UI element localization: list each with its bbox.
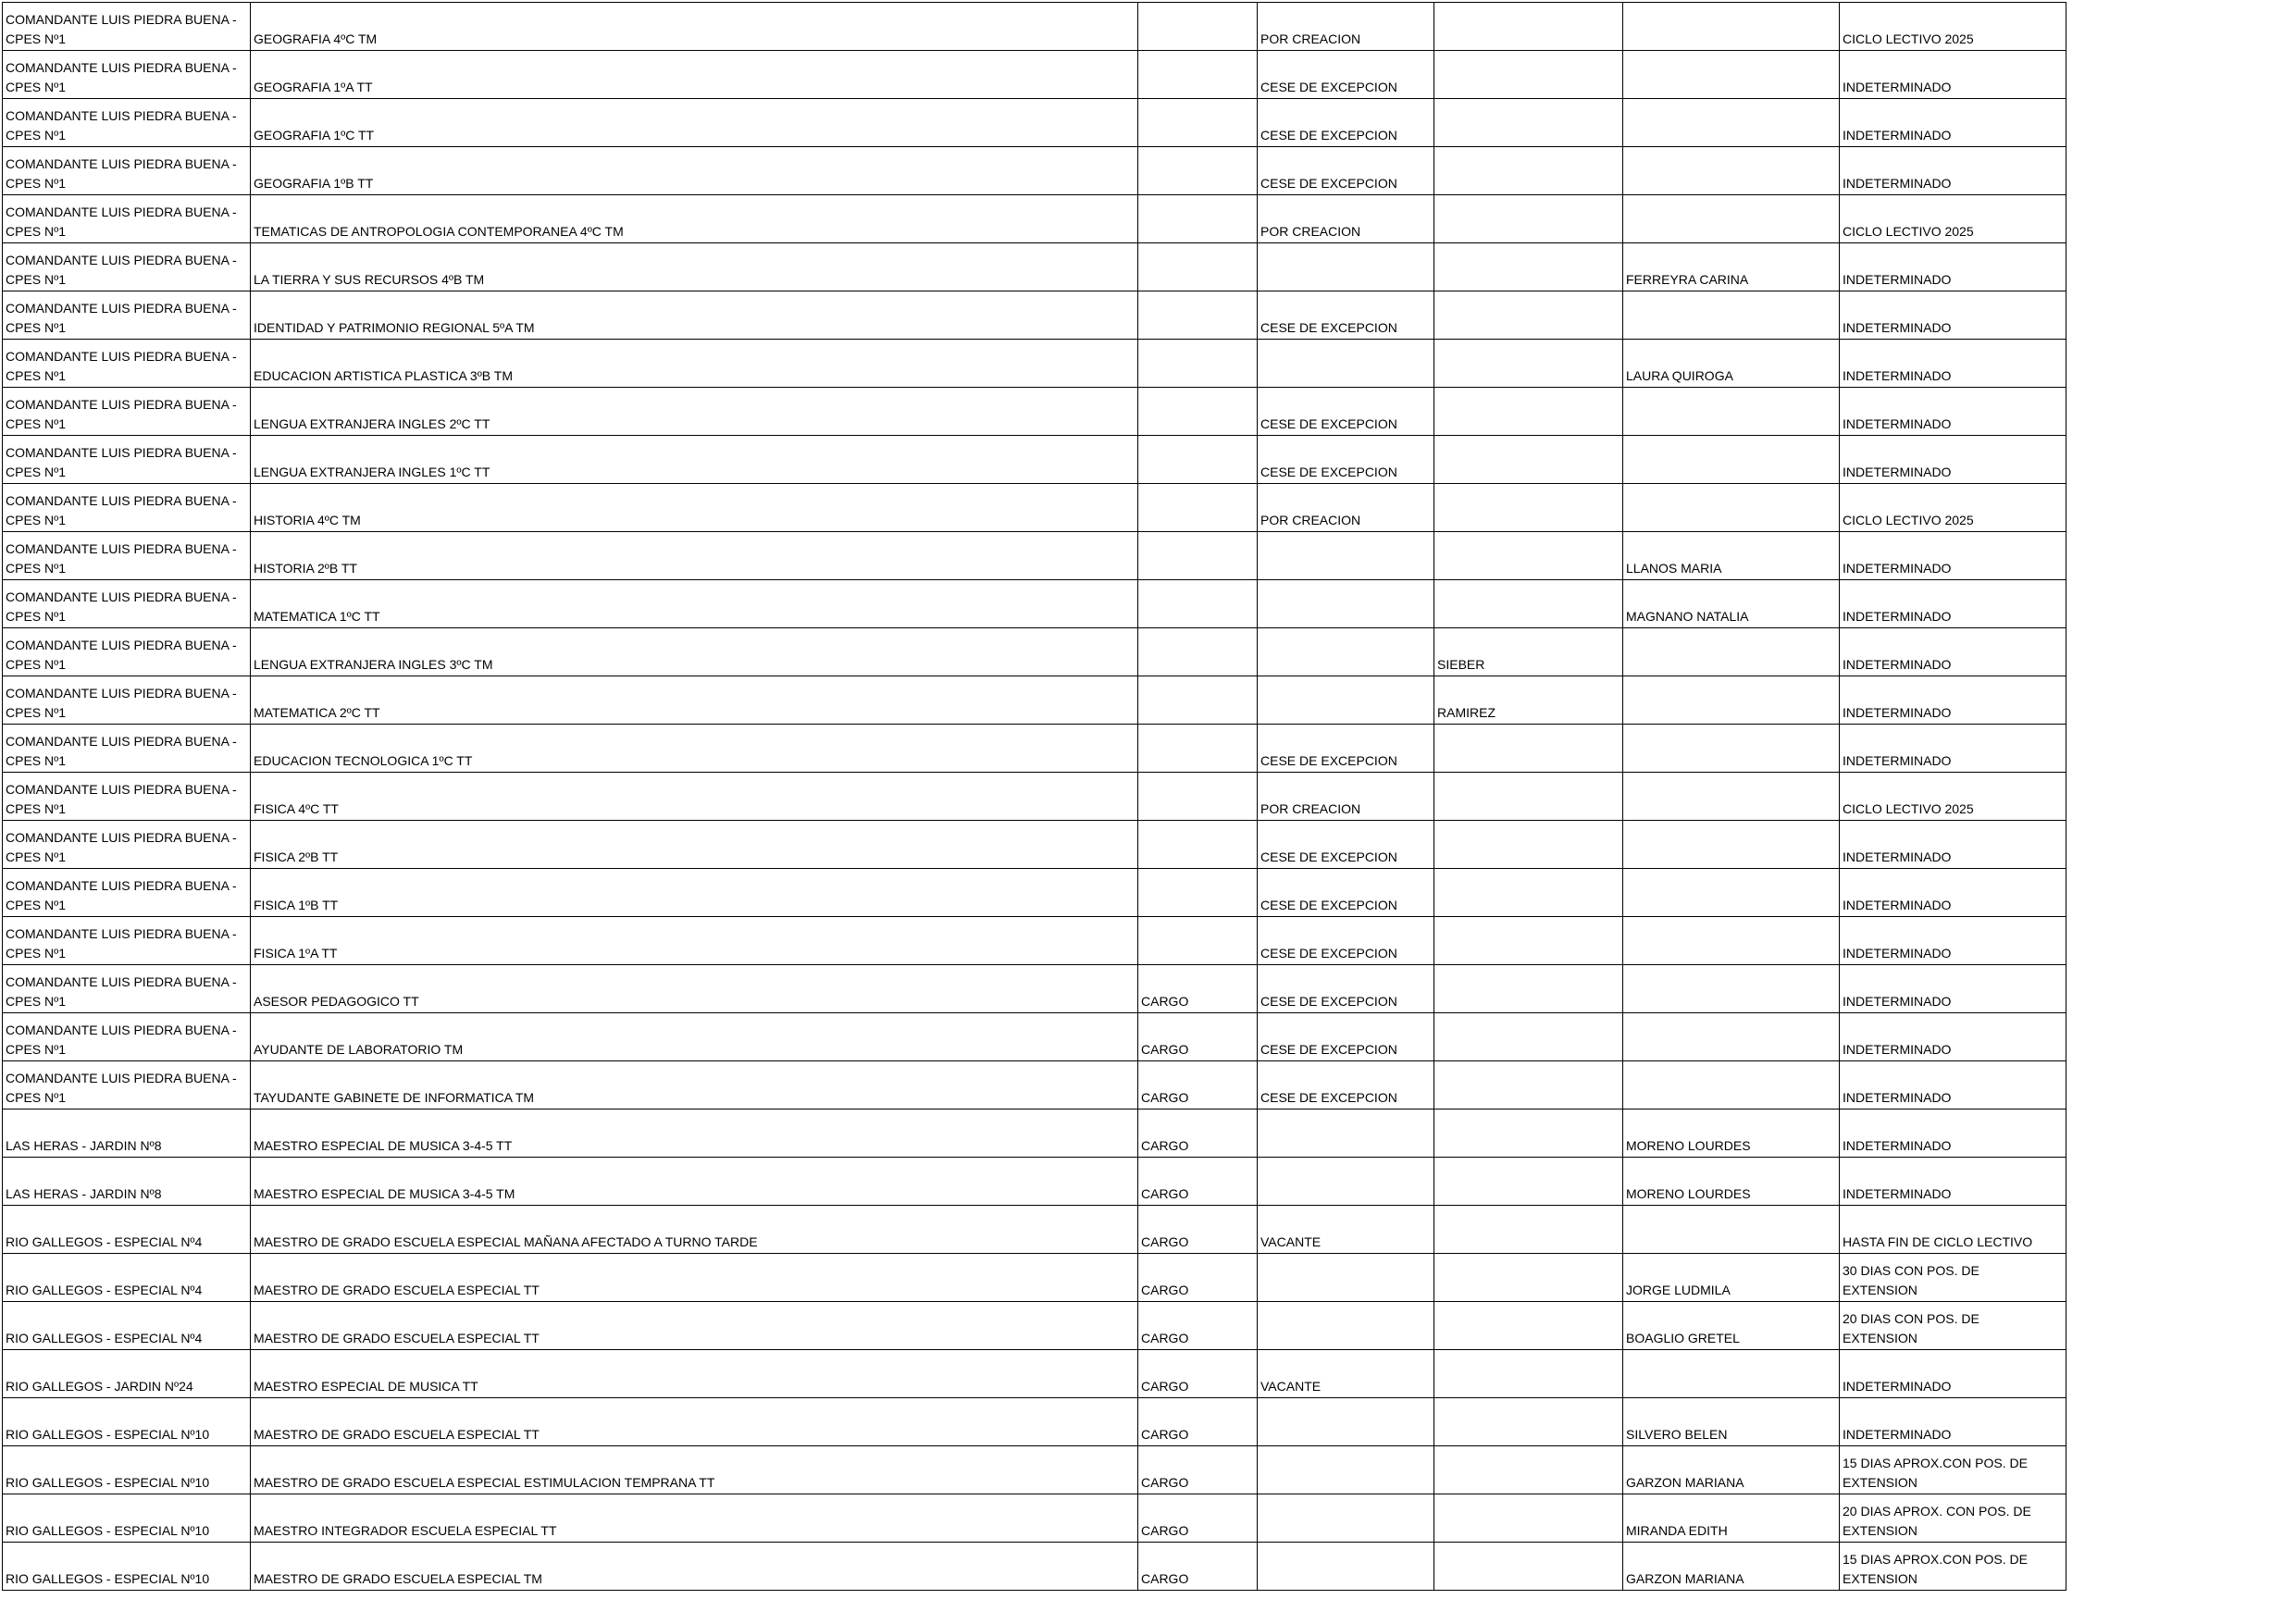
subject-cell: MATEMATICA 1ºC TT	[251, 580, 1138, 628]
subject-cell: FISICA 1ºB TT	[251, 869, 1138, 917]
reason-cell: POR CREACION	[1258, 773, 1434, 821]
reason-cell	[1258, 676, 1434, 725]
replaced-cell: BOAGLIO GRETEL	[1623, 1302, 1840, 1350]
period-cell: INDETERMINADO	[1840, 1350, 2066, 1398]
replaced-cell: FERREYRA CARINA	[1623, 243, 1840, 291]
replaced-cell	[1623, 869, 1840, 917]
subject-cell: GEOGRAFIA 1ºC TT	[251, 99, 1138, 147]
table-row	[3, 436, 2066, 484]
titular-cell	[1434, 1158, 1623, 1206]
reason-cell: VACANTE	[1258, 1350, 1434, 1398]
titular-cell	[1434, 291, 1623, 340]
school-cell: COMANDANTE LUIS PIEDRA BUENA - CPES Nº1	[3, 628, 251, 676]
school-cell: RIO GALLEGOS - JARDIN Nº24	[3, 1350, 251, 1398]
subject-cell: FISICA 2ºB TT	[251, 821, 1138, 869]
type-cell: CARGO	[1138, 1543, 1258, 1591]
table-row	[3, 725, 2066, 773]
subject-cell: LA TIERRA Y SUS RECURSOS 4ºB TM	[251, 243, 1138, 291]
table-row	[3, 821, 2066, 869]
reason-cell: POR CREACION	[1258, 195, 1434, 243]
titular-cell	[1434, 917, 1623, 965]
replaced-cell	[1623, 917, 1840, 965]
type-cell	[1138, 484, 1258, 532]
period-cell: HASTA FIN DE CICLO LECTIVO	[1840, 1206, 2066, 1254]
replaced-cell: SILVERO BELEN	[1623, 1398, 1840, 1446]
reason-cell	[1258, 1543, 1434, 1591]
period-cell: CICLO LECTIVO 2025	[1840, 195, 2066, 243]
reason-cell: CESE DE EXCEPCION	[1258, 821, 1434, 869]
type-cell	[1138, 243, 1258, 291]
subject-cell: MAESTRO ESPECIAL DE MUSICA 3-4-5 TM	[251, 1158, 1138, 1206]
school-cell: COMANDANTE LUIS PIEDRA BUENA - CPES Nº1	[3, 484, 251, 532]
subject-cell: GEOGRAFIA 4ºC TM	[251, 3, 1138, 51]
replaced-cell	[1623, 725, 1840, 773]
subject-cell: MAESTRO DE GRADO ESCUELA ESPECIAL TT	[251, 1398, 1138, 1446]
titular-cell	[1434, 1302, 1623, 1350]
table-row	[3, 99, 2066, 147]
period-cell: INDETERMINADO	[1840, 147, 2066, 195]
reason-cell	[1258, 580, 1434, 628]
school-cell: RIO GALLEGOS - ESPECIAL Nº10	[3, 1494, 251, 1543]
subject-cell: MAESTRO DE GRADO ESCUELA ESPECIAL TT	[251, 1254, 1138, 1302]
period-cell: INDETERMINADO	[1840, 1013, 2066, 1061]
table-row	[3, 243, 2066, 291]
subject-cell: MAESTRO DE GRADO ESCUELA ESPECIAL MAÑANA AFECTADO A TURNO TARDE	[251, 1206, 1138, 1254]
period-cell: 20 DIAS APROX. CON POS. DE EXTENSION	[1840, 1494, 2066, 1543]
titular-cell	[1434, 1543, 1623, 1591]
reason-cell: POR CREACION	[1258, 484, 1434, 532]
period-cell: INDETERMINADO	[1840, 965, 2066, 1013]
table-row	[3, 532, 2066, 580]
period-cell: 15 DIAS APROX.CON POS. DE EXTENSION	[1840, 1446, 2066, 1494]
reason-cell	[1258, 340, 1434, 388]
reason-cell: CESE DE EXCEPCION	[1258, 869, 1434, 917]
school-cell: COMANDANTE LUIS PIEDRA BUENA - CPES Nº1	[3, 917, 251, 965]
subject-cell: EDUCACION ARTISTICA PLASTICA 3ºB TM	[251, 340, 1138, 388]
table-row	[3, 1543, 2066, 1591]
school-cell: COMANDANTE LUIS PIEDRA BUENA - CPES Nº1	[3, 965, 251, 1013]
replaced-cell: MIRANDA EDITH	[1623, 1494, 1840, 1543]
type-cell	[1138, 195, 1258, 243]
reason-cell: CESE DE EXCEPCION	[1258, 1013, 1434, 1061]
type-cell	[1138, 869, 1258, 917]
table-row	[3, 1302, 2066, 1350]
subject-cell: FISICA 1ºA TT	[251, 917, 1138, 965]
titular-cell	[1434, 773, 1623, 821]
titular-cell	[1434, 51, 1623, 99]
type-cell	[1138, 51, 1258, 99]
reason-cell	[1258, 532, 1434, 580]
reason-cell: CESE DE EXCEPCION	[1258, 291, 1434, 340]
titular-cell	[1434, 436, 1623, 484]
replaced-cell	[1623, 99, 1840, 147]
replaced-cell	[1623, 1013, 1840, 1061]
vacancy-table	[2, 2, 2066, 1591]
replaced-cell	[1623, 3, 1840, 51]
titular-cell	[1434, 340, 1623, 388]
subject-cell: MAESTRO DE GRADO ESCUELA ESPECIAL ESTIMULACION TEMPRANA TT	[251, 1446, 1138, 1494]
table-row	[3, 1446, 2066, 1494]
titular-cell	[1434, 1398, 1623, 1446]
replaced-cell	[1623, 291, 1840, 340]
school-cell: COMANDANTE LUIS PIEDRA BUENA - CPES Nº1	[3, 773, 251, 821]
table-row	[3, 917, 2066, 965]
titular-cell	[1434, 725, 1623, 773]
reason-cell: CESE DE EXCEPCION	[1258, 436, 1434, 484]
replaced-cell	[1623, 965, 1840, 1013]
reason-cell	[1258, 1158, 1434, 1206]
titular-cell	[1434, 1013, 1623, 1061]
replaced-cell	[1623, 1061, 1840, 1110]
school-cell: COMANDANTE LUIS PIEDRA BUENA - CPES Nº1	[3, 821, 251, 869]
school-cell: RIO GALLEGOS - ESPECIAL Nº10	[3, 1398, 251, 1446]
type-cell: CARGO	[1138, 1061, 1258, 1110]
replaced-cell	[1623, 676, 1840, 725]
titular-cell	[1434, 1206, 1623, 1254]
period-cell: 30 DIAS CON POS. DE EXTENSION	[1840, 1254, 2066, 1302]
titular-cell	[1434, 1350, 1623, 1398]
school-cell: COMANDANTE LUIS PIEDRA BUENA - CPES Nº1	[3, 243, 251, 291]
school-cell: COMANDANTE LUIS PIEDRA BUENA - CPES Nº1	[3, 3, 251, 51]
period-cell: CICLO LECTIVO 2025	[1840, 773, 2066, 821]
subject-cell: LENGUA EXTRANJERA INGLES 3ºC TM	[251, 628, 1138, 676]
subject-cell: MAESTRO DE GRADO ESCUELA ESPECIAL TM	[251, 1543, 1138, 1591]
type-cell	[1138, 725, 1258, 773]
subject-cell: HISTORIA 4ºC TM	[251, 484, 1138, 532]
school-cell: COMANDANTE LUIS PIEDRA BUENA - CPES Nº1	[3, 51, 251, 99]
type-cell	[1138, 773, 1258, 821]
type-cell: CARGO	[1138, 1206, 1258, 1254]
type-cell	[1138, 628, 1258, 676]
type-cell: CARGO	[1138, 1350, 1258, 1398]
table-row	[3, 1254, 2066, 1302]
period-cell: INDETERMINADO	[1840, 1110, 2066, 1158]
period-cell: INDETERMINADO	[1840, 917, 2066, 965]
table-row	[3, 51, 2066, 99]
type-cell	[1138, 917, 1258, 965]
titular-cell: RAMIREZ	[1434, 676, 1623, 725]
period-cell: 20 DIAS CON POS. DE EXTENSION	[1840, 1302, 2066, 1350]
titular-cell	[1434, 1254, 1623, 1302]
reason-cell: POR CREACION	[1258, 3, 1434, 51]
titular-cell	[1434, 195, 1623, 243]
subject-cell: ASESOR PEDAGOGICO TT	[251, 965, 1138, 1013]
subject-cell: MATEMATICA 2ºC TT	[251, 676, 1138, 725]
type-cell: CARGO	[1138, 965, 1258, 1013]
school-cell: RIO GALLEGOS - ESPECIAL Nº4	[3, 1254, 251, 1302]
table-row	[3, 628, 2066, 676]
replaced-cell	[1623, 147, 1840, 195]
titular-cell	[1434, 965, 1623, 1013]
titular-cell	[1434, 1494, 1623, 1543]
replaced-cell: MORENO LOURDES	[1623, 1158, 1840, 1206]
subject-cell: GEOGRAFIA 1ºB TT	[251, 147, 1138, 195]
titular-cell	[1434, 580, 1623, 628]
subject-cell: AYUDANTE DE LABORATORIO TM	[251, 1013, 1138, 1061]
table-row	[3, 388, 2066, 436]
school-cell: COMANDANTE LUIS PIEDRA BUENA - CPES Nº1	[3, 725, 251, 773]
period-cell: INDETERMINADO	[1840, 340, 2066, 388]
school-cell: COMANDANTE LUIS PIEDRA BUENA - CPES Nº1	[3, 388, 251, 436]
school-cell: COMANDANTE LUIS PIEDRA BUENA - CPES Nº1	[3, 1061, 251, 1110]
table-row	[3, 484, 2066, 532]
type-cell	[1138, 676, 1258, 725]
subject-cell: LENGUA EXTRANJERA INGLES 1ºC TT	[251, 436, 1138, 484]
table-row	[3, 965, 2066, 1013]
replaced-cell: LAURA QUIROGA	[1623, 340, 1840, 388]
school-cell: COMANDANTE LUIS PIEDRA BUENA - CPES Nº1	[3, 436, 251, 484]
table-row	[3, 773, 2066, 821]
reason-cell: CESE DE EXCEPCION	[1258, 1061, 1434, 1110]
titular-cell	[1434, 869, 1623, 917]
school-cell: COMANDANTE LUIS PIEDRA BUENA - CPES Nº1	[3, 676, 251, 725]
period-cell: INDETERMINADO	[1840, 99, 2066, 147]
reason-cell: VACANTE	[1258, 1206, 1434, 1254]
reason-cell: CESE DE EXCEPCION	[1258, 147, 1434, 195]
reason-cell	[1258, 1254, 1434, 1302]
replaced-cell	[1623, 628, 1840, 676]
subject-cell: EDUCACION TECNOLOGICA 1ºC TT	[251, 725, 1138, 773]
replaced-cell	[1623, 773, 1840, 821]
school-cell: COMANDANTE LUIS PIEDRA BUENA - CPES Nº1	[3, 291, 251, 340]
school-cell: LAS HERAS - JARDIN Nº8	[3, 1110, 251, 1158]
period-cell: INDETERMINADO	[1840, 1061, 2066, 1110]
reason-cell	[1258, 1302, 1434, 1350]
table-row	[3, 1158, 2066, 1206]
subject-cell: TEMATICAS DE ANTROPOLOGIA CONTEMPORANEA 4ºC TM	[251, 195, 1138, 243]
subject-cell: MAESTRO DE GRADO ESCUELA ESPECIAL TT	[251, 1302, 1138, 1350]
subject-cell: MAESTRO ESPECIAL DE MUSICA TT	[251, 1350, 1138, 1398]
type-cell: CARGO	[1138, 1398, 1258, 1446]
type-cell	[1138, 340, 1258, 388]
subject-cell: MAESTRO INTEGRADOR ESCUELA ESPECIAL TT	[251, 1494, 1138, 1543]
replaced-cell: GARZON MARIANA	[1623, 1543, 1840, 1591]
replaced-cell: GARZON MARIANA	[1623, 1446, 1840, 1494]
subject-cell: MAESTRO ESPECIAL DE MUSICA 3-4-5 TT	[251, 1110, 1138, 1158]
school-cell: LAS HERAS - JARDIN Nº8	[3, 1158, 251, 1206]
period-cell: INDETERMINADO	[1840, 821, 2066, 869]
titular-cell	[1434, 532, 1623, 580]
titular-cell: SIEBER	[1434, 628, 1623, 676]
school-cell: RIO GALLEGOS - ESPECIAL Nº4	[3, 1206, 251, 1254]
replaced-cell: JORGE LUDMILA	[1623, 1254, 1840, 1302]
school-cell: COMANDANTE LUIS PIEDRA BUENA - CPES Nº1	[3, 99, 251, 147]
school-cell: COMANDANTE LUIS PIEDRA BUENA - CPES Nº1	[3, 1013, 251, 1061]
type-cell	[1138, 532, 1258, 580]
type-cell	[1138, 821, 1258, 869]
table-row	[3, 3, 2066, 51]
period-cell: INDETERMINADO	[1840, 580, 2066, 628]
type-cell	[1138, 99, 1258, 147]
table-row	[3, 195, 2066, 243]
titular-cell	[1434, 388, 1623, 436]
replaced-cell	[1623, 1206, 1840, 1254]
period-cell: INDETERMINADO	[1840, 725, 2066, 773]
replaced-cell: LLANOS MARIA	[1623, 532, 1840, 580]
period-cell: INDETERMINADO	[1840, 628, 2066, 676]
period-cell: INDETERMINADO	[1840, 51, 2066, 99]
table-row	[3, 1350, 2066, 1398]
vacancy-table-body	[3, 3, 2066, 1591]
reason-cell: CESE DE EXCEPCION	[1258, 99, 1434, 147]
type-cell: CARGO	[1138, 1254, 1258, 1302]
titular-cell	[1434, 147, 1623, 195]
reason-cell	[1258, 1110, 1434, 1158]
titular-cell	[1434, 1061, 1623, 1110]
table-row	[3, 1110, 2066, 1158]
period-cell: INDETERMINADO	[1840, 676, 2066, 725]
type-cell	[1138, 388, 1258, 436]
school-cell: RIO GALLEGOS - ESPECIAL Nº4	[3, 1302, 251, 1350]
table-row	[3, 1013, 2066, 1061]
reason-cell: CESE DE EXCEPCION	[1258, 965, 1434, 1013]
replaced-cell	[1623, 484, 1840, 532]
reason-cell	[1258, 243, 1434, 291]
period-cell: INDETERMINADO	[1840, 388, 2066, 436]
reason-cell: CESE DE EXCEPCION	[1258, 388, 1434, 436]
titular-cell	[1434, 1446, 1623, 1494]
type-cell	[1138, 3, 1258, 51]
table-row	[3, 1398, 2066, 1446]
replaced-cell	[1623, 436, 1840, 484]
type-cell: CARGO	[1138, 1302, 1258, 1350]
reason-cell	[1258, 1446, 1434, 1494]
reason-cell	[1258, 1398, 1434, 1446]
table-row	[3, 580, 2066, 628]
reason-cell: CESE DE EXCEPCION	[1258, 51, 1434, 99]
reason-cell: CESE DE EXCEPCION	[1258, 917, 1434, 965]
subject-cell: LENGUA EXTRANJERA INGLES 2ºC TT	[251, 388, 1138, 436]
table-row	[3, 1206, 2066, 1254]
reason-cell: CESE DE EXCEPCION	[1258, 725, 1434, 773]
type-cell: CARGO	[1138, 1446, 1258, 1494]
school-cell: RIO GALLEGOS - ESPECIAL Nº10	[3, 1543, 251, 1591]
subject-cell: GEOGRAFIA 1ºA TT	[251, 51, 1138, 99]
period-cell: INDETERMINADO	[1840, 291, 2066, 340]
type-cell	[1138, 580, 1258, 628]
replaced-cell	[1623, 195, 1840, 243]
type-cell: CARGO	[1138, 1110, 1258, 1158]
table-row	[3, 340, 2066, 388]
school-cell: COMANDANTE LUIS PIEDRA BUENA - CPES Nº1	[3, 340, 251, 388]
period-cell: 15 DIAS APROX.CON POS. DE EXTENSION	[1840, 1543, 2066, 1591]
replaced-cell: MORENO LOURDES	[1623, 1110, 1840, 1158]
school-cell: COMANDANTE LUIS PIEDRA BUENA - CPES Nº1	[3, 147, 251, 195]
table-row	[3, 676, 2066, 725]
titular-cell	[1434, 1110, 1623, 1158]
period-cell: CICLO LECTIVO 2025	[1840, 484, 2066, 532]
replaced-cell	[1623, 51, 1840, 99]
titular-cell	[1434, 821, 1623, 869]
reason-cell	[1258, 628, 1434, 676]
titular-cell	[1434, 99, 1623, 147]
type-cell: CARGO	[1138, 1013, 1258, 1061]
type-cell	[1138, 436, 1258, 484]
table-row	[3, 1061, 2066, 1110]
titular-cell	[1434, 484, 1623, 532]
subject-cell: IDENTIDAD Y PATRIMONIO REGIONAL 5ºA TM	[251, 291, 1138, 340]
replaced-cell	[1623, 821, 1840, 869]
type-cell	[1138, 291, 1258, 340]
type-cell: CARGO	[1138, 1158, 1258, 1206]
reason-cell	[1258, 1494, 1434, 1543]
table-row	[3, 1494, 2066, 1543]
subject-cell: HISTORIA 2ºB TT	[251, 532, 1138, 580]
type-cell: CARGO	[1138, 1494, 1258, 1543]
subject-cell: TAYUDANTE GABINETE DE INFORMATICA TM	[251, 1061, 1138, 1110]
school-cell: COMANDANTE LUIS PIEDRA BUENA - CPES Nº1	[3, 195, 251, 243]
replaced-cell	[1623, 388, 1840, 436]
type-cell	[1138, 147, 1258, 195]
period-cell: INDETERMINADO	[1840, 1398, 2066, 1446]
subject-cell: FISICA 4ºC TT	[251, 773, 1138, 821]
table-row	[3, 291, 2066, 340]
school-cell: COMANDANTE LUIS PIEDRA BUENA - CPES Nº1	[3, 532, 251, 580]
replaced-cell	[1623, 1350, 1840, 1398]
school-cell: RIO GALLEGOS - ESPECIAL Nº10	[3, 1446, 251, 1494]
period-cell: INDETERMINADO	[1840, 869, 2066, 917]
titular-cell	[1434, 3, 1623, 51]
period-cell: INDETERMINADO	[1840, 1158, 2066, 1206]
titular-cell	[1434, 243, 1623, 291]
school-cell: COMANDANTE LUIS PIEDRA BUENA - CPES Nº1	[3, 869, 251, 917]
table-row	[3, 147, 2066, 195]
period-cell: CICLO LECTIVO 2025	[1840, 3, 2066, 51]
replaced-cell: MAGNANO NATALIA	[1623, 580, 1840, 628]
period-cell: INDETERMINADO	[1840, 243, 2066, 291]
period-cell: INDETERMINADO	[1840, 532, 2066, 580]
school-cell: COMANDANTE LUIS PIEDRA BUENA - CPES Nº1	[3, 580, 251, 628]
table-row	[3, 869, 2066, 917]
period-cell: INDETERMINADO	[1840, 436, 2066, 484]
